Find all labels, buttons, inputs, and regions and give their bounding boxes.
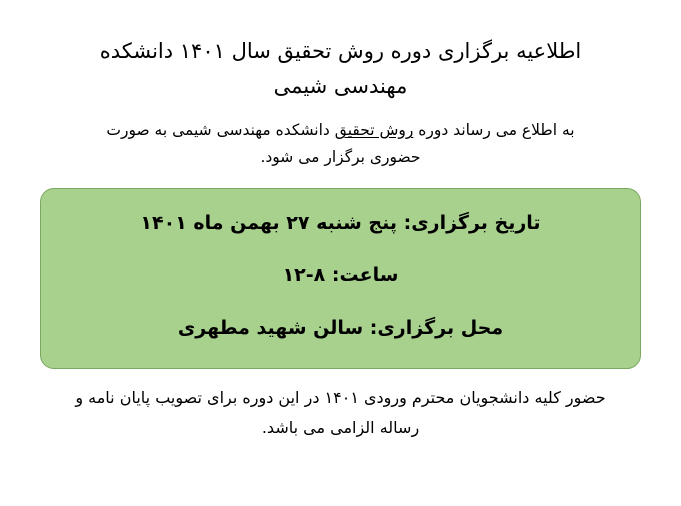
event-time: ساعت: ۸-۱۲ xyxy=(282,264,399,287)
intro-paragraph xyxy=(81,117,601,171)
event-date: تاریخ برگزاری: پنج شنبه ۲۷ بهمن ماه ۱۴۰۱ xyxy=(140,211,541,234)
event-location: محل برگزاری: سالن شهید مطهری xyxy=(177,316,504,339)
intro-text-after: دانشکده مهندسی شیمی به صورت حضوری برگزار می شود. xyxy=(106,121,421,167)
intro-text-before: به اطلاع می رساند دوره xyxy=(413,121,575,140)
page-title: اطلاعیه برگزاری دوره روش تحقیق سال ۱۴۰۱ دانشکده مهندسی شیمی xyxy=(99,39,582,98)
intro-text-underlined: روش تحقیق xyxy=(334,121,414,140)
event-details-box xyxy=(40,188,641,370)
outro-paragraph: حضور کلیه دانشجویان محترم ورودی ۱۴۰۱ در این دوره برای تصویب پایان نامه و رساله الزامی می باشد. xyxy=(75,388,606,438)
